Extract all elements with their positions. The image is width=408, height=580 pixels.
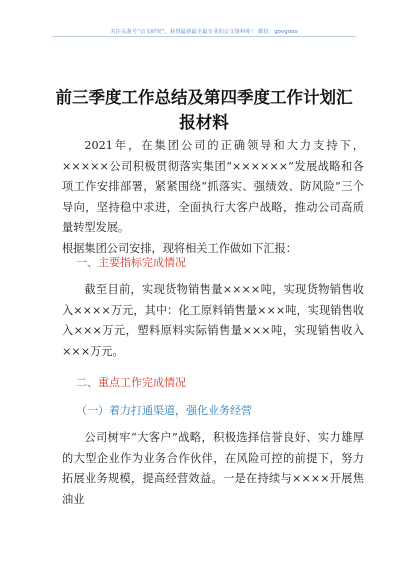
header-divider [52, 36, 356, 37]
intro-continuation: 根据集团公司安排，现将相关工作做如下汇报： [62, 241, 297, 255]
section1-paragraph [62, 280, 364, 362]
section1-text: 截至目前，实现货物销售量××××吨，实现货物销售收入××××万元，其中：化工原料销售量×××吨，实现销售收入×××万元，塑料原料实际销售量×××吨，实现销售收入×××万元。 [62, 283, 364, 358]
section2-paragraph [62, 428, 364, 510]
intro-text: 2021年，在集团公司的正确领导和大力支持下，×××××公司积极贯彻落实集团“××××××”发展战略和各项工作安排部署，紧紧围绕“抓落实、强绩效、防风险”三个导向，坚持稳中求进，全面执行大客户战略，推动公司高质量转型发展。 [62, 139, 364, 234]
subsection-heading-channels: （一）着力打通渠道，强化业务经营 [76, 404, 252, 417]
section2-text: 公司树牢“大客户”战略，积极选择信誉良好、实力雄厚的大型企业作为业务合作伙伴，在风险可控的前提下，努力拓展业务规模，提高经营效益。一是在持续与××××开展焦油业 [62, 431, 364, 506]
header-banner: 关注头条号“公文研究”，获得最新最全最专业的公文资料库！ 微信：govgooo [110, 29, 298, 35]
intro-paragraph [62, 136, 364, 259]
section-heading-key-work: 二、重点工作完成情况 [76, 376, 186, 389]
section-heading-indicators: 一、主要指标完成情况 [76, 256, 186, 269]
document-title: 前三季度工作总结及第四季度工作计划汇报材料 [55, 88, 353, 132]
